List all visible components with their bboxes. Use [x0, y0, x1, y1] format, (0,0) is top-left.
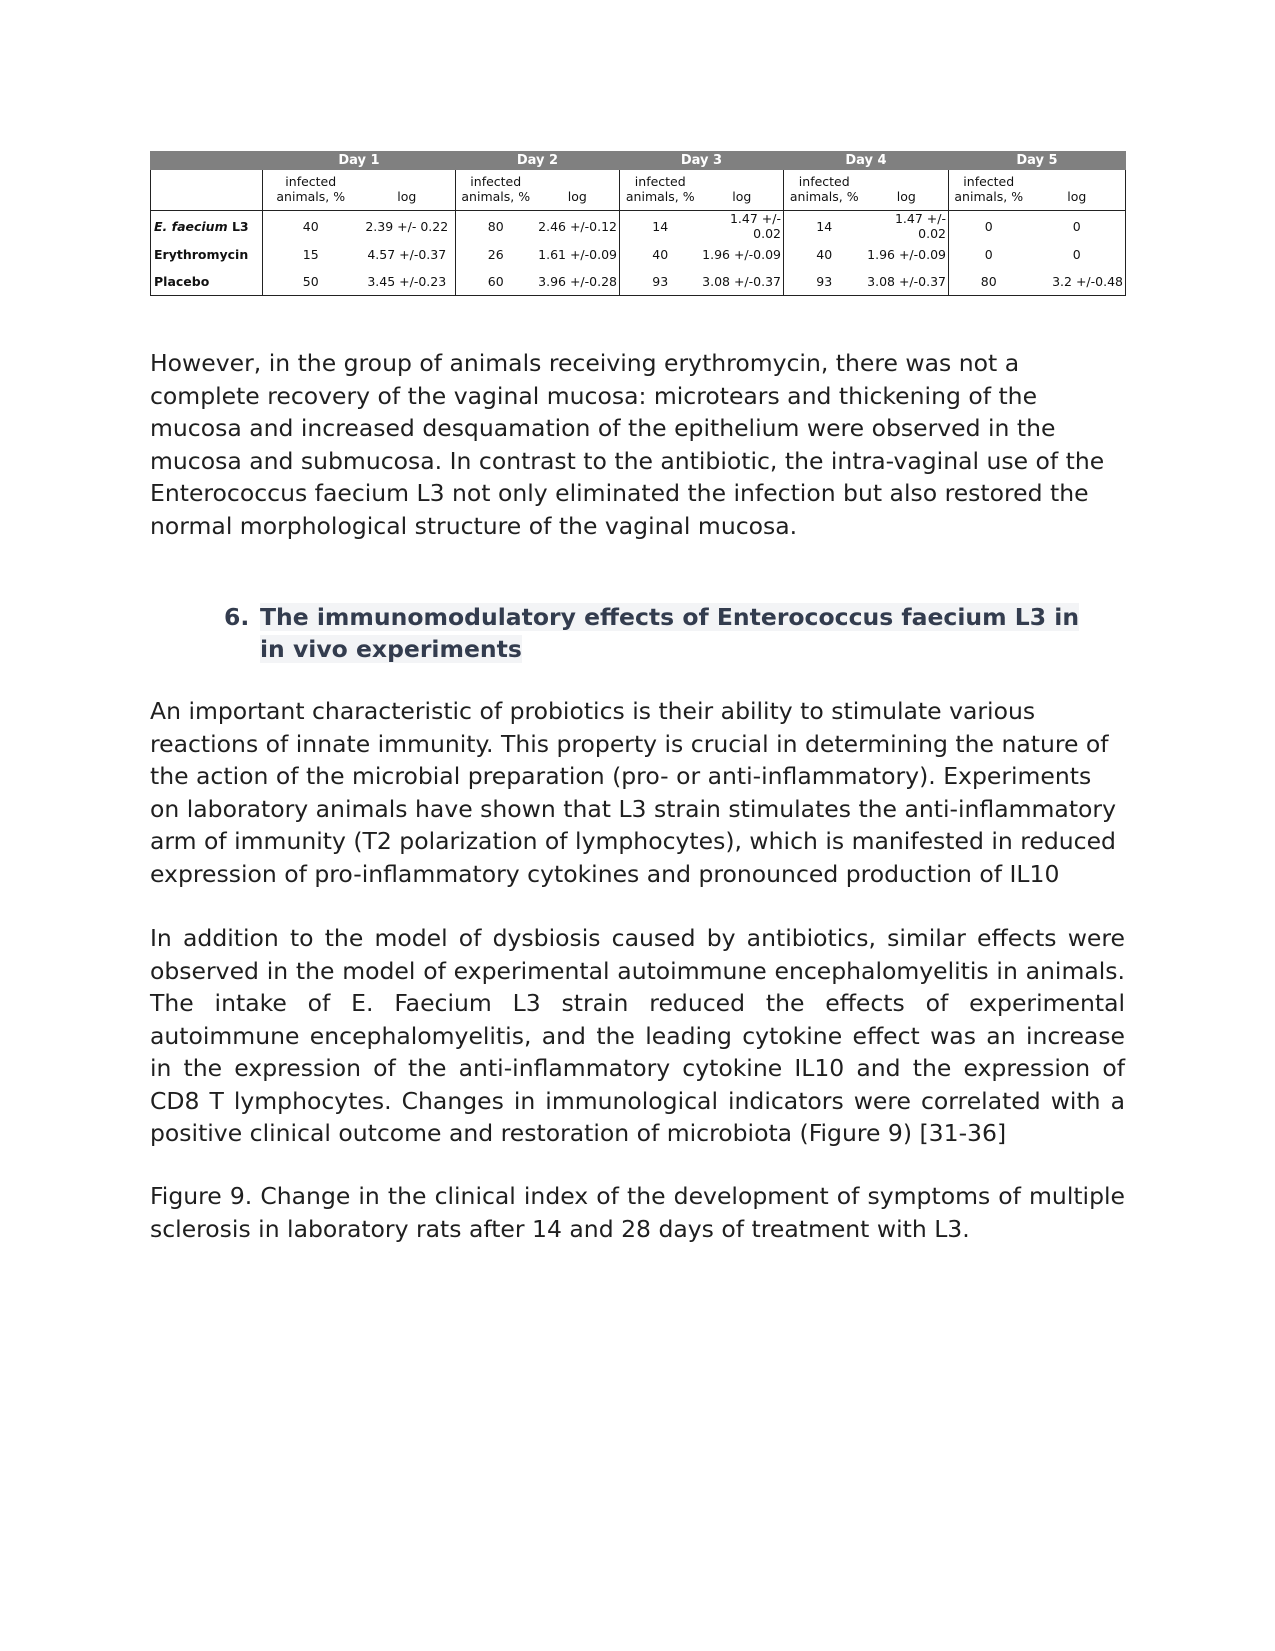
table-row — [151, 241, 1126, 268]
body-paragraph: However, in the group of animals receiving erythromycin, there was not a complete recovery of the vaginal mucosa: microtears and thickening of the mucosa and increased desquamation of the epithelium were observed in the mucosa and submucosa. In contrast to the antibiotic, the intra-vaginal use of the Enterococcus faecium L3 not only eliminated the infection but also restored the normal morphological structure of the vaginal mucosa. — [150, 349, 1105, 540]
table-cell: 40 — [652, 247, 669, 262]
table-row-header-blank — [151, 170, 263, 189]
table-cell: 0 — [984, 218, 993, 234]
subheader-animals: animals, % — [784, 189, 865, 211]
day-header: Day 2 — [456, 151, 620, 170]
day-header: Day 5 — [949, 151, 1126, 170]
row-label: E. faecium L3 — [151, 211, 263, 242]
subheader-animals: animals, % — [456, 189, 536, 211]
subheader-log: log — [701, 189, 784, 211]
table-cell: 14 — [816, 218, 833, 234]
table-cell: 0 — [1029, 211, 1126, 242]
table-cell: 0 — [1029, 241, 1126, 268]
subheader-infected: infected — [470, 174, 522, 189]
section-heading — [224, 601, 1104, 665]
section-title: The immunomodulatory effects of Enterococcus faecium L3 in in vivo experiments — [260, 603, 1080, 663]
table-subheader-row — [151, 170, 1126, 189]
table-cell: 1.47 +/- 0.02 — [701, 211, 784, 242]
table-cell: 60 — [456, 268, 536, 296]
section-number: 6. — [224, 603, 250, 631]
table-cell: 2.39 +/- 0.22 — [359, 211, 456, 242]
table-cell: 93 — [784, 268, 865, 296]
subheader-log: log — [359, 189, 456, 211]
table-row — [151, 211, 1126, 242]
day-header: Day 4 — [784, 151, 949, 170]
table-cell: 40 — [302, 218, 319, 234]
table-cell: 14 — [652, 218, 669, 234]
body-paragraph: In addition to the model of dysbiosis caused by antibiotics, similar effects were observed in the model of experimental autoimmune encephalomyelitis in animals. The intake of E. Faecium L3 strain reduced the effects of experimental autoimmune encephalomyelitis, and the leading cytokine effect was an increase in the expression of the anti-inflammatory cytokine IL10 and the expression of CD8 T lymphocytes. Changes in immunological indicators were correlated with a positive clinical outcome and restoration of microbiota (Figure 9) [31-36] — [150, 924, 1125, 1147]
table-subheader-row — [151, 189, 1126, 211]
table-cell: 80 — [949, 268, 1029, 296]
subheader-log: log — [536, 189, 620, 211]
table-row — [151, 268, 1126, 296]
subheader-log: log — [865, 189, 949, 211]
table-cell: 2.46 +/-0.12 — [536, 211, 620, 242]
table-cell: 1.96 +/-0.09 — [701, 241, 784, 268]
subheader-animals: animals, % — [263, 189, 359, 211]
subheader-infected: infected — [798, 174, 850, 189]
table-cell: 3.45 +/-0.23 — [359, 268, 456, 296]
row-label: Placebo — [151, 268, 263, 296]
subheader-infected: infected — [963, 174, 1015, 189]
table-cell: 40 — [816, 247, 833, 262]
table-cell: 3.08 +/-0.37 — [701, 268, 784, 296]
table-cell: 1.47 +/- 0.02 — [865, 211, 949, 242]
table-cell: 0 — [984, 247, 993, 262]
subheader-log: log — [1029, 189, 1126, 211]
table-cell: 93 — [620, 268, 701, 296]
table-cell: 1.61 +/-0.09 — [536, 241, 620, 268]
table-cell: 3.08 +/-0.37 — [865, 268, 949, 296]
table-day-header-row — [151, 151, 1126, 170]
table-cell: 15 — [302, 247, 319, 262]
day-header: Day 1 — [263, 151, 456, 170]
row-label: Erythromycin — [151, 241, 263, 268]
day-header: Day 3 — [620, 151, 784, 170]
subheader-animals: animals, % — [949, 189, 1029, 211]
table-cell: 3.96 +/-0.28 — [536, 268, 620, 296]
document-page — [150, 151, 1125, 1243]
table-cell: 80 — [487, 218, 504, 234]
subheader-infected: infected — [285, 174, 337, 189]
results-table — [150, 151, 1126, 296]
table-cell: 4.57 +/-0.37 — [359, 241, 456, 268]
body-paragraph: An important characteristic of probiotics is their ability to stimulate various reactions of innate immunity. This property is crucial in determining the nature of the action of the microbial preparation (pro- or anti-inflammatory). Experiments on laboratory animals have shown that L3 strain stimulates the anti-inflammatory arm of immunity (T2 polarization of lymphocytes), which is manifested in reduced expression of pro-inflammatory cytokines and pronounced production of IL10 — [150, 697, 1116, 888]
table-cell: 26 — [487, 247, 504, 262]
table-row-header-blank — [151, 189, 263, 211]
subheader-infected: infected — [634, 174, 686, 189]
table-cell: 1.96 +/-0.09 — [865, 241, 949, 268]
table-corner-cell — [151, 151, 263, 170]
figure-caption: Figure 9. Change in the clinical index of the development of symptoms of multiple sclerosis in laboratory rats after 14 and 28 days of treatment with L3. — [150, 1182, 1125, 1243]
subheader-animals: animals, % — [620, 189, 701, 211]
table-cell: 50 — [263, 268, 359, 296]
table-cell: 3.2 +/-0.48 — [1029, 268, 1126, 296]
